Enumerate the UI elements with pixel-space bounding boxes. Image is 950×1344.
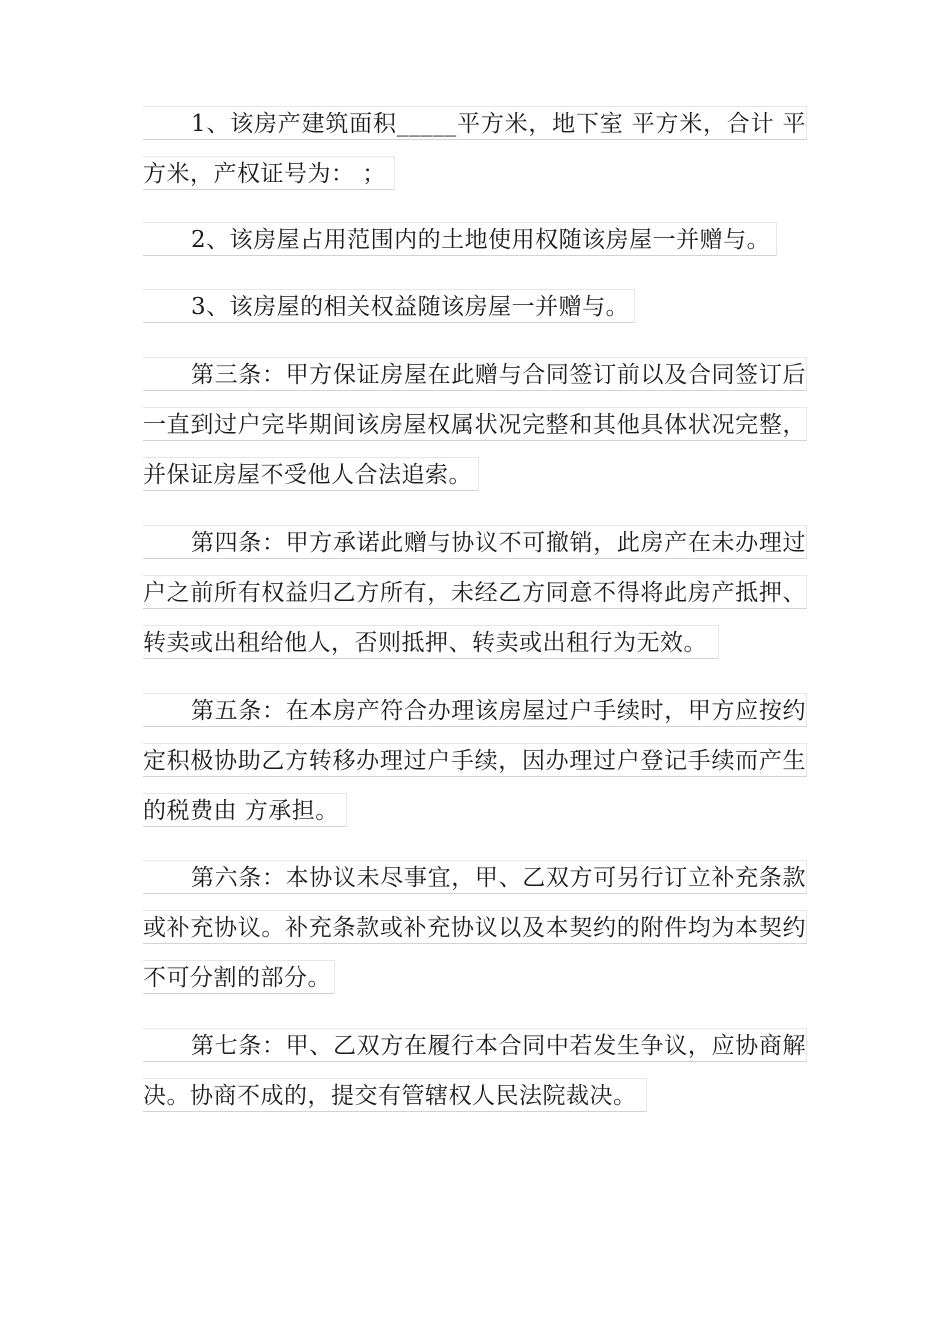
article-7-line-2: 决。协商不成的，提交有管辖权人民法院裁决。 (143, 1078, 647, 1112)
article-3-line-2: 一直到过户完毕期间该房屋权属状况完整和其他具体状况完整， (143, 407, 807, 441)
article-6-line-1: 第六条：本协议未尽事宜，甲、乙双方可另行订立补充条款 (143, 860, 807, 894)
article-3-line-3: 并保证房屋不受他人合法追索。 (143, 457, 479, 491)
article-4-line-1: 第四条：甲方承诺此赠与协议不可撤销，此房产在未办理过 (143, 525, 807, 559)
item-3-line-1: 3、该房屋的相关权益随该房屋一并赠与。 (143, 289, 635, 323)
article-6-line-3: 不可分割的部分。 (143, 960, 335, 994)
item-1-line-2: 方米，产权证号为： ； (143, 156, 395, 190)
article-4-line-2: 户之前所有权益归乙方所有，未经乙方同意不得将此房产抵押、 (143, 575, 807, 609)
article-6-line-2: 或补充协议。补充条款或补充协议以及本契约的附件均为本契约 (143, 910, 807, 944)
item-1-line-1: 1、该房产建筑面积_____平方米，地下室 平方米，合计 平 (143, 106, 807, 140)
article-5-line-3: 的税费由 方承担。 (143, 793, 347, 827)
item-2-line-1: 2、该房屋占用范围内的土地使用权随该房屋一并赠与。 (143, 222, 777, 256)
article-5-line-2: 定积极协助乙方转移办理过户手续，因办理过户登记手续而产生 (143, 743, 807, 777)
article-3-line-1: 第三条：甲方保证房屋在此赠与合同签订前以及合同签订后 (143, 357, 807, 391)
article-5-line-1: 第五条：在本房产符合办理该房屋过户手续时，甲方应按约 (143, 693, 807, 727)
article-7-line-1: 第七条：甲、乙双方在履行本合同中若发生争议，应协商解 (143, 1028, 807, 1062)
article-4-line-3: 转卖或出租给他人，否则抵押、转卖或出租行为无效。 (143, 625, 719, 659)
